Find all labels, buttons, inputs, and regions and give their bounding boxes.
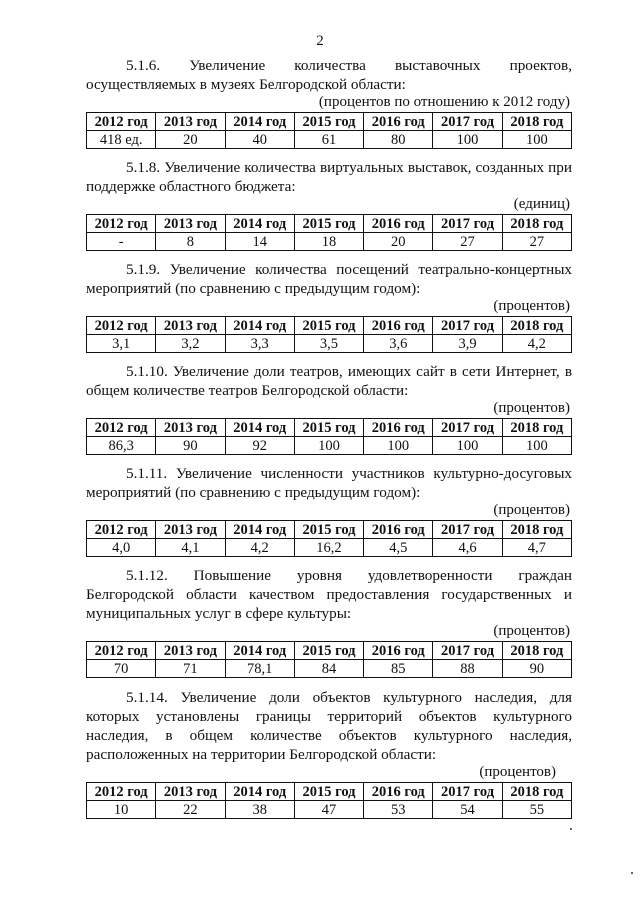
value-cell: 10 [87, 801, 156, 819]
year-header: 2017 год [433, 317, 502, 335]
indicator-table [86, 214, 572, 251]
year-header: 2018 год [502, 642, 571, 660]
year-header: 2014 год [225, 215, 294, 233]
value-cell: 100 [502, 131, 571, 149]
section-text: 5.1.11. Увеличение численности участников культурно-досуговых мероприятий (по сравнению с предыдущим годом): [86, 465, 572, 501]
value-cell: 100 [502, 437, 571, 455]
year-header: 2012 год [87, 783, 156, 801]
section-text: 5.1.6. Увеличение количества выставочных проектов, осуществляемых в музеях Белгородской области: [86, 57, 572, 93]
value-cell: 3,9 [433, 335, 502, 353]
unit-label: (процентов по отношению к 2012 году) [318, 94, 570, 110]
value-cell: 84 [294, 660, 363, 678]
section-text: 5.1.8. Увеличение количества виртуальных выставок, созданных при поддержке областного бюджета: [86, 159, 572, 195]
year-header: 2015 год [294, 642, 363, 660]
value-cell: 85 [364, 660, 433, 678]
year-header: 2014 год [225, 642, 294, 660]
year-header: 2018 год [502, 113, 571, 131]
indicator-table [86, 316, 572, 353]
value-cell: 16,2 [294, 539, 363, 557]
year-header: 2017 год [433, 783, 502, 801]
value-cell: 40 [225, 131, 294, 149]
section-text: 5.1.12. Повышение уровня удовлетворенности граждан Белгородской области качеством предоставления государственных и муниципальных услуг в сфере культуры: [86, 567, 572, 622]
value-cell: 4,0 [87, 539, 156, 557]
value-cell: - [87, 233, 156, 251]
year-header: 2014 год [225, 783, 294, 801]
value-cell: 71 [156, 660, 225, 678]
value-cell: 22 [156, 801, 225, 819]
value-cell: 27 [502, 233, 571, 251]
year-header: 2013 год [156, 783, 225, 801]
year-header: 2018 год [502, 419, 571, 437]
value-cell: 100 [364, 437, 433, 455]
value-cell: 3,6 [364, 335, 433, 353]
year-header: 2012 год [87, 419, 156, 437]
section-text: 5.1.10. Увеличение доли театров, имеющих сайт в сети Интернет, в общем количестве театров Белгородской области: [86, 363, 572, 399]
year-header: 2017 год [433, 215, 502, 233]
value-cell: 80 [364, 131, 433, 149]
page-number: 2 [316, 33, 324, 49]
unit-label: (процентов) [493, 298, 570, 314]
value-cell: 4,6 [433, 539, 502, 557]
year-header: 2015 год [294, 113, 363, 131]
year-header: 2012 год [87, 521, 156, 539]
year-header: 2016 год [364, 642, 433, 660]
year-header: 2012 год [87, 113, 156, 131]
value-cell: 86,3 [87, 437, 156, 455]
value-cell: 3,1 [87, 335, 156, 353]
section-5-1-9 [86, 260, 572, 353]
value-cell: 3,3 [225, 335, 294, 353]
section-5-1-12 [86, 566, 572, 678]
value-cell: 4,2 [225, 539, 294, 557]
indicator-table [86, 782, 572, 819]
value-cell: 18 [294, 233, 363, 251]
year-header: 2015 год [294, 521, 363, 539]
year-header: 2018 год [502, 317, 571, 335]
value-cell: 100 [433, 437, 502, 455]
year-header: 2016 год [364, 215, 433, 233]
value-cell: 53 [364, 801, 433, 819]
year-header: 2013 год [156, 419, 225, 437]
value-cell: 4,2 [502, 335, 571, 353]
year-header: 2012 год [87, 642, 156, 660]
unit-label: (процентов) [493, 502, 570, 518]
indicator-table [86, 520, 572, 557]
year-header: 2016 год [364, 317, 433, 335]
year-header: 2016 год [364, 521, 433, 539]
year-header: 2017 год [433, 521, 502, 539]
section-text: 5.1.14. Увеличение доли объектов культурного наследия, для которых установлены границы территорий объектов культурного наследия, в общем количестве объектов культурного наследия, расположенных на территории Белгородской области: [86, 689, 572, 763]
unit-label: (процентов) [493, 623, 570, 639]
value-cell: 4,1 [156, 539, 225, 557]
value-cell: 4,5 [364, 539, 433, 557]
year-header: 2016 год [364, 113, 433, 131]
value-cell: 38 [225, 801, 294, 819]
year-header: 2014 год [225, 113, 294, 131]
scan-speck [631, 872, 633, 874]
year-header: 2018 год [502, 521, 571, 539]
year-header: 2015 год [294, 317, 363, 335]
value-cell: 78,1 [225, 660, 294, 678]
section-5-1-14 [86, 688, 572, 819]
year-header: 2015 год [294, 215, 363, 233]
year-header: 2016 год [364, 419, 433, 437]
year-header: 2014 год [225, 521, 294, 539]
value-cell: 20 [156, 131, 225, 149]
year-header: 2013 год [156, 642, 225, 660]
value-cell: 14 [225, 233, 294, 251]
value-cell: 20 [364, 233, 433, 251]
value-cell: 3,2 [156, 335, 225, 353]
year-header: 2012 год [87, 215, 156, 233]
value-cell: 4,7 [502, 539, 571, 557]
value-cell: 90 [502, 660, 571, 678]
value-cell: 55 [502, 801, 571, 819]
year-header: 2015 год [294, 783, 363, 801]
value-cell: 8 [156, 233, 225, 251]
value-cell: 61 [294, 131, 363, 149]
section-text: 5.1.9. Увеличение количества посещений театрально-концертных мероприятий (по сравнению с предыдущим годом): [86, 261, 572, 297]
year-header: 2017 год [433, 419, 502, 437]
unit-label: (единиц) [513, 196, 570, 212]
year-header: 2013 год [156, 215, 225, 233]
section-5-1-6 [86, 56, 572, 149]
year-header: 2013 год [156, 113, 225, 131]
value-cell: 100 [294, 437, 363, 455]
value-cell: 92 [225, 437, 294, 455]
scan-speck [570, 828, 572, 830]
indicator-table [86, 112, 572, 149]
indicator-table [86, 418, 572, 455]
value-cell: 100 [433, 131, 502, 149]
value-cell: 54 [433, 801, 502, 819]
value-cell: 47 [294, 801, 363, 819]
year-header: 2017 год [433, 642, 502, 660]
year-header: 2014 год [225, 419, 294, 437]
year-header: 2013 год [156, 521, 225, 539]
year-header: 2018 год [502, 783, 571, 801]
value-cell: 70 [87, 660, 156, 678]
value-cell: 27 [433, 233, 502, 251]
section-5-1-11 [86, 464, 572, 557]
value-cell: 3,5 [294, 335, 363, 353]
section-5-1-10 [86, 362, 572, 455]
year-header: 2018 год [502, 215, 571, 233]
unit-label: (процентов) [479, 764, 556, 780]
section-5-1-8 [86, 158, 572, 251]
year-header: 2012 год [87, 317, 156, 335]
value-cell: 90 [156, 437, 225, 455]
year-header: 2014 год [225, 317, 294, 335]
year-header: 2016 год [364, 783, 433, 801]
unit-label: (процентов) [493, 400, 570, 416]
year-header: 2017 год [433, 113, 502, 131]
indicator-table [86, 641, 572, 678]
year-header: 2013 год [156, 317, 225, 335]
value-cell: 88 [433, 660, 502, 678]
value-cell: 418 ед. [87, 131, 156, 149]
year-header: 2015 год [294, 419, 363, 437]
